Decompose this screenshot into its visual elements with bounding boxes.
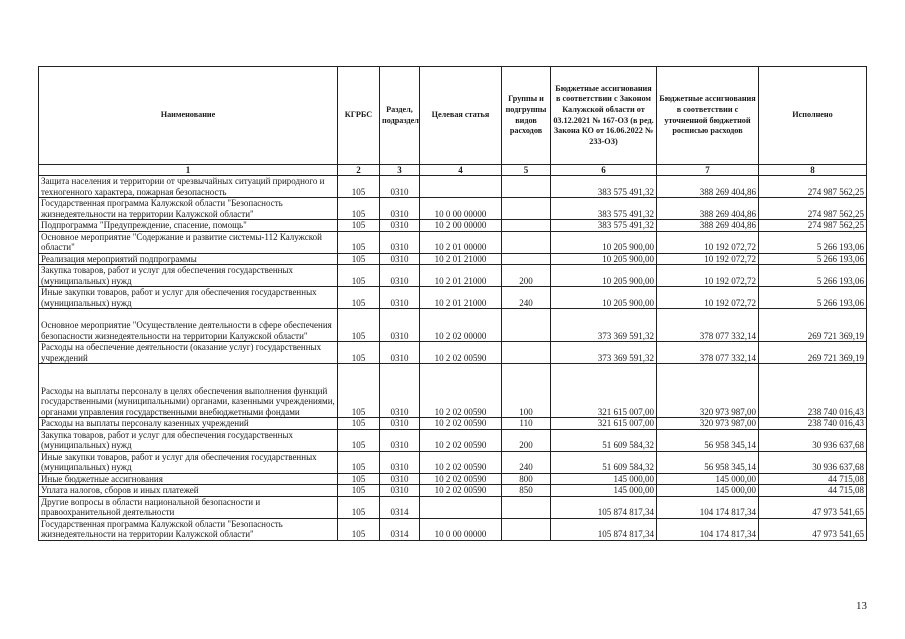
table-row	[39, 364, 867, 418]
table-body	[39, 176, 867, 541]
row-target	[420, 496, 502, 518]
row-target: 10 2 02 00590	[420, 429, 502, 451]
table-row	[39, 253, 867, 265]
column-number: 4	[420, 165, 502, 176]
row-name: Государственная программа Калужской области "Безопасность жизнедеятельности на территории Калужской области"	[39, 198, 338, 220]
header-kgrbs: КГРБС	[338, 67, 380, 165]
row-law-amount: 105 874 817,34	[551, 496, 657, 518]
row-name: Закупка товаров, работ и услуг для обеспечения государственных (муниципальных) нужд	[39, 265, 338, 287]
row-section: 0310	[380, 287, 420, 309]
row-refined-amount: 388 269 404,86	[657, 176, 759, 198]
row-executed-amount: 274 987 562,25	[759, 198, 867, 220]
table-row	[39, 342, 867, 364]
column-number: 3	[380, 165, 420, 176]
row-group	[502, 342, 551, 364]
header-law: Бюджетные ассигнования в соответствии с Законом Калужской области от 03.12.2021 № 167-ОЗ (в ред. Закона КО от 16.06.2022 № 233-ОЗ)	[551, 67, 657, 165]
row-group: 200	[502, 429, 551, 451]
table-row	[39, 473, 867, 485]
column-number: 1	[39, 165, 338, 176]
row-group	[502, 198, 551, 220]
row-section: 0314	[380, 518, 420, 540]
column-number: 2	[338, 165, 380, 176]
budget-table	[38, 66, 867, 541]
row-kgrbs: 105	[338, 309, 380, 342]
row-target	[420, 176, 502, 198]
row-section: 0310	[380, 265, 420, 287]
row-law-amount: 10 205 900,00	[551, 265, 657, 287]
table-row	[39, 198, 867, 220]
row-group	[502, 496, 551, 518]
row-target: 10 2 02 00590	[420, 342, 502, 364]
row-refined-amount: 10 192 072,72	[657, 231, 759, 253]
row-name: Уплата налогов, сборов и иных платежей	[39, 485, 338, 497]
row-kgrbs: 105	[338, 364, 380, 418]
row-section: 0310	[380, 342, 420, 364]
row-group: 240	[502, 451, 551, 473]
row-target: 10 2 02 00590	[420, 418, 502, 430]
row-name: Расходы на обеспечение деятельности (оказание услуг) государственных учреждений	[39, 342, 338, 364]
row-group	[502, 220, 551, 232]
row-target: 10 0 00 00000	[420, 518, 502, 540]
table-row	[39, 287, 867, 309]
row-executed-amount: 238 740 016,43	[759, 418, 867, 430]
row-group	[502, 253, 551, 265]
row-refined-amount: 10 192 072,72	[657, 253, 759, 265]
row-section: 0310	[380, 473, 420, 485]
row-refined-amount: 104 174 817,34	[657, 496, 759, 518]
row-target: 10 2 01 21000	[420, 253, 502, 265]
row-law-amount: 145 000,00	[551, 485, 657, 497]
row-law-amount: 373 369 591,32	[551, 309, 657, 342]
row-refined-amount: 378 077 332,14	[657, 342, 759, 364]
page-number: 13	[856, 600, 867, 612]
row-section: 0310	[380, 198, 420, 220]
row-refined-amount: 320 973 987,00	[657, 364, 759, 418]
row-name: Другие вопросы в области национальной безопасности и правоохранительной деятельности	[39, 496, 338, 518]
row-target: 10 2 02 00590	[420, 473, 502, 485]
row-executed-amount: 47 973 541,65	[759, 518, 867, 540]
row-refined-amount: 378 077 332,14	[657, 309, 759, 342]
row-name: Основное мероприятие "Осуществление деятельности в сфере обеспечения безопасности жизнедеятельности на территории Калужской области"	[39, 309, 338, 342]
row-executed-amount: 238 740 016,43	[759, 364, 867, 418]
row-executed-amount: 274 987 562,25	[759, 176, 867, 198]
row-kgrbs: 105	[338, 429, 380, 451]
column-number-row	[39, 165, 867, 176]
table-row	[39, 518, 867, 540]
row-executed-amount: 47 973 541,65	[759, 496, 867, 518]
row-group: 100	[502, 364, 551, 418]
header-groups: Группы и подгруппы видов расходов	[502, 67, 551, 165]
column-number: 8	[759, 165, 867, 176]
row-executed-amount: 30 936 637,68	[759, 429, 867, 451]
row-group	[502, 309, 551, 342]
row-executed-amount: 5 266 193,06	[759, 231, 867, 253]
row-refined-amount: 388 269 404,86	[657, 198, 759, 220]
row-name: Иные закупки товаров, работ и услуг для обеспечения государственных (муниципальных) нужд	[39, 287, 338, 309]
row-section: 0310	[380, 364, 420, 418]
row-refined-amount: 388 269 404,86	[657, 220, 759, 232]
row-group: 240	[502, 287, 551, 309]
row-name: Закупка товаров, работ и услуг для обеспечения государственных (муниципальных) нужд	[39, 429, 338, 451]
row-executed-amount: 5 266 193,06	[759, 265, 867, 287]
table-row	[39, 496, 867, 518]
table-row	[39, 220, 867, 232]
row-executed-amount: 44 715,08	[759, 485, 867, 497]
row-kgrbs: 105	[338, 198, 380, 220]
row-executed-amount: 30 936 637,68	[759, 451, 867, 473]
row-refined-amount: 145 000,00	[657, 485, 759, 497]
row-name: Иные закупки товаров, работ и услуг для обеспечения государственных (муниципальных) нужд	[39, 451, 338, 473]
row-section: 0310	[380, 451, 420, 473]
row-kgrbs: 105	[338, 220, 380, 232]
row-kgrbs: 105	[338, 265, 380, 287]
header-target: Целевая статья	[420, 67, 502, 165]
row-group: 850	[502, 485, 551, 497]
row-refined-amount: 56 958 345,14	[657, 429, 759, 451]
column-number: 6	[551, 165, 657, 176]
row-executed-amount: 5 266 193,06	[759, 253, 867, 265]
row-kgrbs: 105	[338, 342, 380, 364]
header-name: Наименование	[39, 67, 338, 165]
row-group: 110	[502, 418, 551, 430]
row-section: 0310	[380, 220, 420, 232]
row-section: 0310	[380, 253, 420, 265]
table-row	[39, 309, 867, 342]
table-row	[39, 485, 867, 497]
table-row	[39, 231, 867, 253]
row-law-amount: 373 369 591,32	[551, 342, 657, 364]
row-executed-amount: 44 715,08	[759, 473, 867, 485]
row-refined-amount: 104 174 817,34	[657, 518, 759, 540]
row-section: 0310	[380, 231, 420, 253]
row-name: Подпрограмма "Предупреждение, спасение, помощь"	[39, 220, 338, 232]
row-law-amount: 321 615 007,00	[551, 364, 657, 418]
column-number: 5	[502, 165, 551, 176]
row-kgrbs: 105	[338, 231, 380, 253]
row-kgrbs: 105	[338, 418, 380, 430]
row-target: 10 2 00 00000	[420, 220, 502, 232]
row-group	[502, 176, 551, 198]
header-refined: Бюджетные ассигнования в соответствии с уточненной бюджетной росписью расходов	[657, 67, 759, 165]
row-kgrbs: 105	[338, 176, 380, 198]
row-target: 10 2 01 00000	[420, 231, 502, 253]
row-section: 0310	[380, 309, 420, 342]
row-name: Защита населения и территории от чрезвычайных ситуаций природного и техногенного характера, пожарная безопасность	[39, 176, 338, 198]
row-kgrbs: 105	[338, 287, 380, 309]
row-kgrbs: 105	[338, 473, 380, 485]
row-kgrbs: 105	[338, 518, 380, 540]
row-group	[502, 231, 551, 253]
row-law-amount: 145 000,00	[551, 473, 657, 485]
row-target: 10 2 01 21000	[420, 265, 502, 287]
row-name: Расходы на выплаты персоналу в целях обеспечения выполнения функций государственными (муниципальными) органами, казенными учреждениями, органами управления государственными внебюджетными фондами	[39, 364, 338, 418]
row-group	[502, 518, 551, 540]
row-law-amount: 383 575 491,32	[551, 220, 657, 232]
row-kgrbs: 105	[338, 496, 380, 518]
table-row	[39, 429, 867, 451]
header-section: Раздел, подраздел	[380, 67, 420, 165]
row-kgrbs: 105	[338, 451, 380, 473]
column-number: 7	[657, 165, 759, 176]
row-kgrbs: 105	[338, 253, 380, 265]
row-law-amount: 10 205 900,00	[551, 253, 657, 265]
row-target: 10 2 02 00590	[420, 364, 502, 418]
row-name: Расходы на выплаты персоналу казенных учреждений	[39, 418, 338, 430]
row-executed-amount: 5 266 193,06	[759, 287, 867, 309]
row-target: 10 2 01 21000	[420, 287, 502, 309]
row-law-amount: 383 575 491,32	[551, 198, 657, 220]
header-row	[39, 67, 867, 165]
row-section: 0310	[380, 176, 420, 198]
row-target: 10 2 02 00590	[420, 451, 502, 473]
row-executed-amount: 269 721 369,19	[759, 309, 867, 342]
row-refined-amount: 145 000,00	[657, 473, 759, 485]
row-target: 10 0 00 00000	[420, 198, 502, 220]
row-target: 10 2 02 00000	[420, 309, 502, 342]
header-executed: Исполнено	[759, 67, 867, 165]
row-name: Основное мероприятие "Содержание и развитие системы-112 Калужской области"	[39, 231, 338, 253]
row-section: 0310	[380, 418, 420, 430]
row-law-amount: 105 874 817,34	[551, 518, 657, 540]
row-law-amount: 321 615 007,00	[551, 418, 657, 430]
row-law-amount: 51 609 584,32	[551, 429, 657, 451]
row-name: Реализация мероприятий подпрограммы	[39, 253, 338, 265]
row-name: Государственная программа Калужской области "Безопасность жизнедеятельности на территории Калужской области"	[39, 518, 338, 540]
row-law-amount: 10 205 900,00	[551, 287, 657, 309]
row-executed-amount: 274 987 562,25	[759, 220, 867, 232]
table-row	[39, 418, 867, 430]
row-refined-amount: 10 192 072,72	[657, 265, 759, 287]
row-section: 0310	[380, 485, 420, 497]
row-executed-amount: 269 721 369,19	[759, 342, 867, 364]
row-section: 0310	[380, 429, 420, 451]
table-row	[39, 176, 867, 198]
row-group: 800	[502, 473, 551, 485]
table-row	[39, 451, 867, 473]
row-target: 10 2 02 00590	[420, 485, 502, 497]
row-kgrbs: 105	[338, 485, 380, 497]
row-law-amount: 51 609 584,32	[551, 451, 657, 473]
table-row	[39, 265, 867, 287]
row-group: 200	[502, 265, 551, 287]
row-law-amount: 10 205 900,00	[551, 231, 657, 253]
row-refined-amount: 10 192 072,72	[657, 287, 759, 309]
row-section: 0314	[380, 496, 420, 518]
row-name: Иные бюджетные ассигнования	[39, 473, 338, 485]
row-refined-amount: 56 958 345,14	[657, 451, 759, 473]
row-law-amount: 383 575 491,32	[551, 176, 657, 198]
row-refined-amount: 320 973 987,00	[657, 418, 759, 430]
